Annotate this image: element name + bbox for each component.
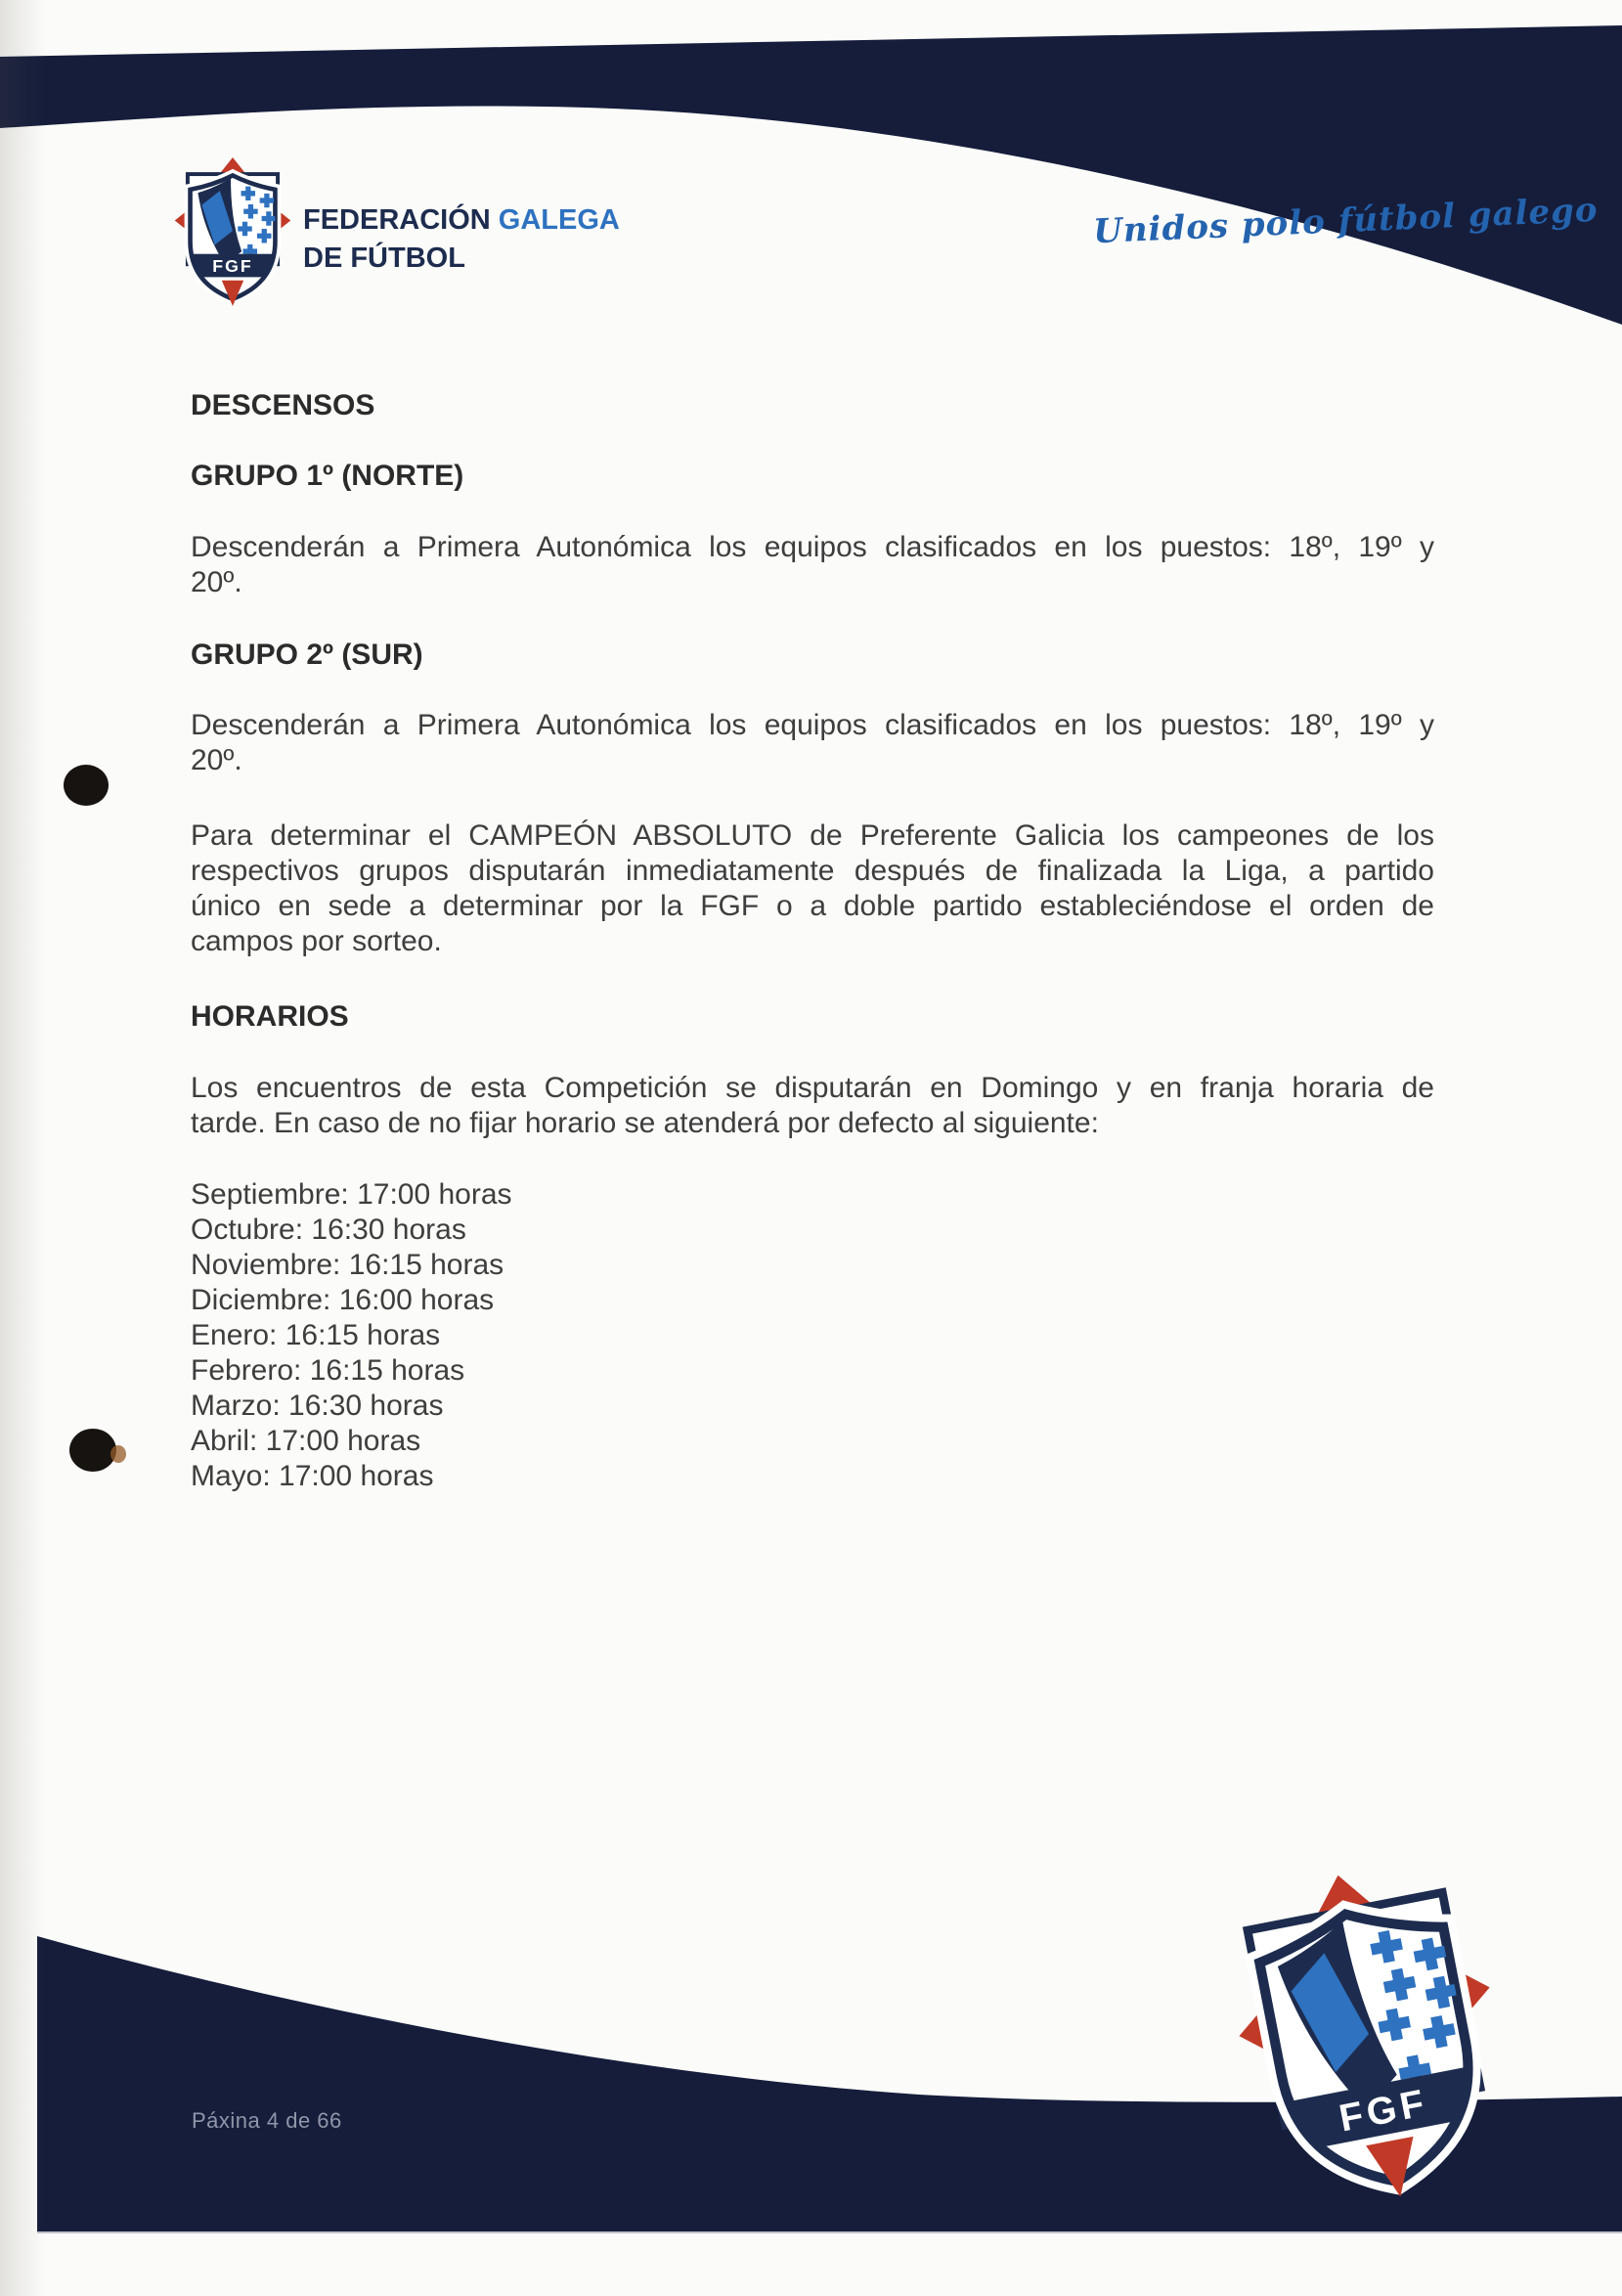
brand-name-galega: GALEGA	[498, 204, 620, 236]
schedule-item: Diciembre: 16:00 horas	[191, 1284, 495, 1316]
page-number-label: Páxina 4 de 66	[192, 2108, 342, 2133]
campeon-paragraph-line: único en sede a determinar por la FGF o a doble partido estableciéndose el orden de	[191, 890, 1434, 922]
grupo1-paragraph-line: Descenderán a Primera Autonómica los equipos clasificados en los puestos: 18º, 19º y	[191, 531, 1434, 563]
hole-punch-smudge	[110, 1445, 126, 1463]
grupo2-paragraph-line: 20º.	[191, 744, 242, 776]
heading-grupo2: GRUPO 2º (SUR)	[191, 639, 423, 671]
schedule-item: Abril: 17:00 horas	[191, 1425, 421, 1457]
footer-band-edge-line	[37, 2231, 1622, 2233]
grupo1-paragraph-line: 20º.	[191, 566, 242, 598]
horarios-paragraph-line: Los encuentros de esta Competición se disputarán en Domingo y en franja horaria de	[191, 1072, 1434, 1104]
brand-name-federacion: FEDERACIÓN	[303, 204, 491, 236]
brand-name-line2: DE FÚTBOL	[303, 243, 465, 274]
default-schedule-list	[191, 1177, 973, 1494]
slogan-script-text: Unidos polo fútbol galego	[1092, 190, 1600, 252]
heading-grupo1: GRUPO 1º (NORTE)	[191, 460, 464, 492]
heading-horarios: HORARIOS	[191, 1000, 349, 1033]
schedule-item: Marzo: 16:30 horas	[191, 1390, 444, 1422]
schedule-item: Febrero: 16:15 horas	[191, 1354, 465, 1387]
fgf-crest-icon	[168, 154, 297, 308]
brand-name-line1	[303, 204, 620, 237]
heading-descensos: DESCENSOS	[191, 389, 375, 421]
schedule-item: Enero: 16:15 horas	[191, 1319, 441, 1351]
schedule-item: Noviembre: 16:15 horas	[191, 1249, 504, 1281]
campeon-paragraph-line: respectivos grupos disputarán inmediatamente después de finalizada la Liga, a partido	[191, 855, 1434, 887]
hole-punch-mark	[64, 765, 109, 806]
campeon-paragraph-line: Para determinar el CAMPEÓN ABSOLUTO de Preferente Galicia los campeones de los	[191, 819, 1434, 852]
schedule-item: Octubre: 16:30 horas	[191, 1214, 466, 1246]
schedule-item: Mayo: 17:00 horas	[191, 1460, 434, 1492]
hole-punch-mark	[69, 1429, 116, 1472]
grupo2-paragraph-line: Descenderán a Primera Autonómica los equipos clasificados en los puestos: 18º, 19º y	[191, 709, 1434, 741]
horarios-paragraph-line: tarde. En caso de no fijar horario se atenderá por defecto al siguiente:	[191, 1107, 1099, 1139]
campeon-paragraph-line: campos por sorteo.	[191, 925, 442, 957]
schedule-item: Septiembre: 17:00 horas	[191, 1178, 512, 1211]
